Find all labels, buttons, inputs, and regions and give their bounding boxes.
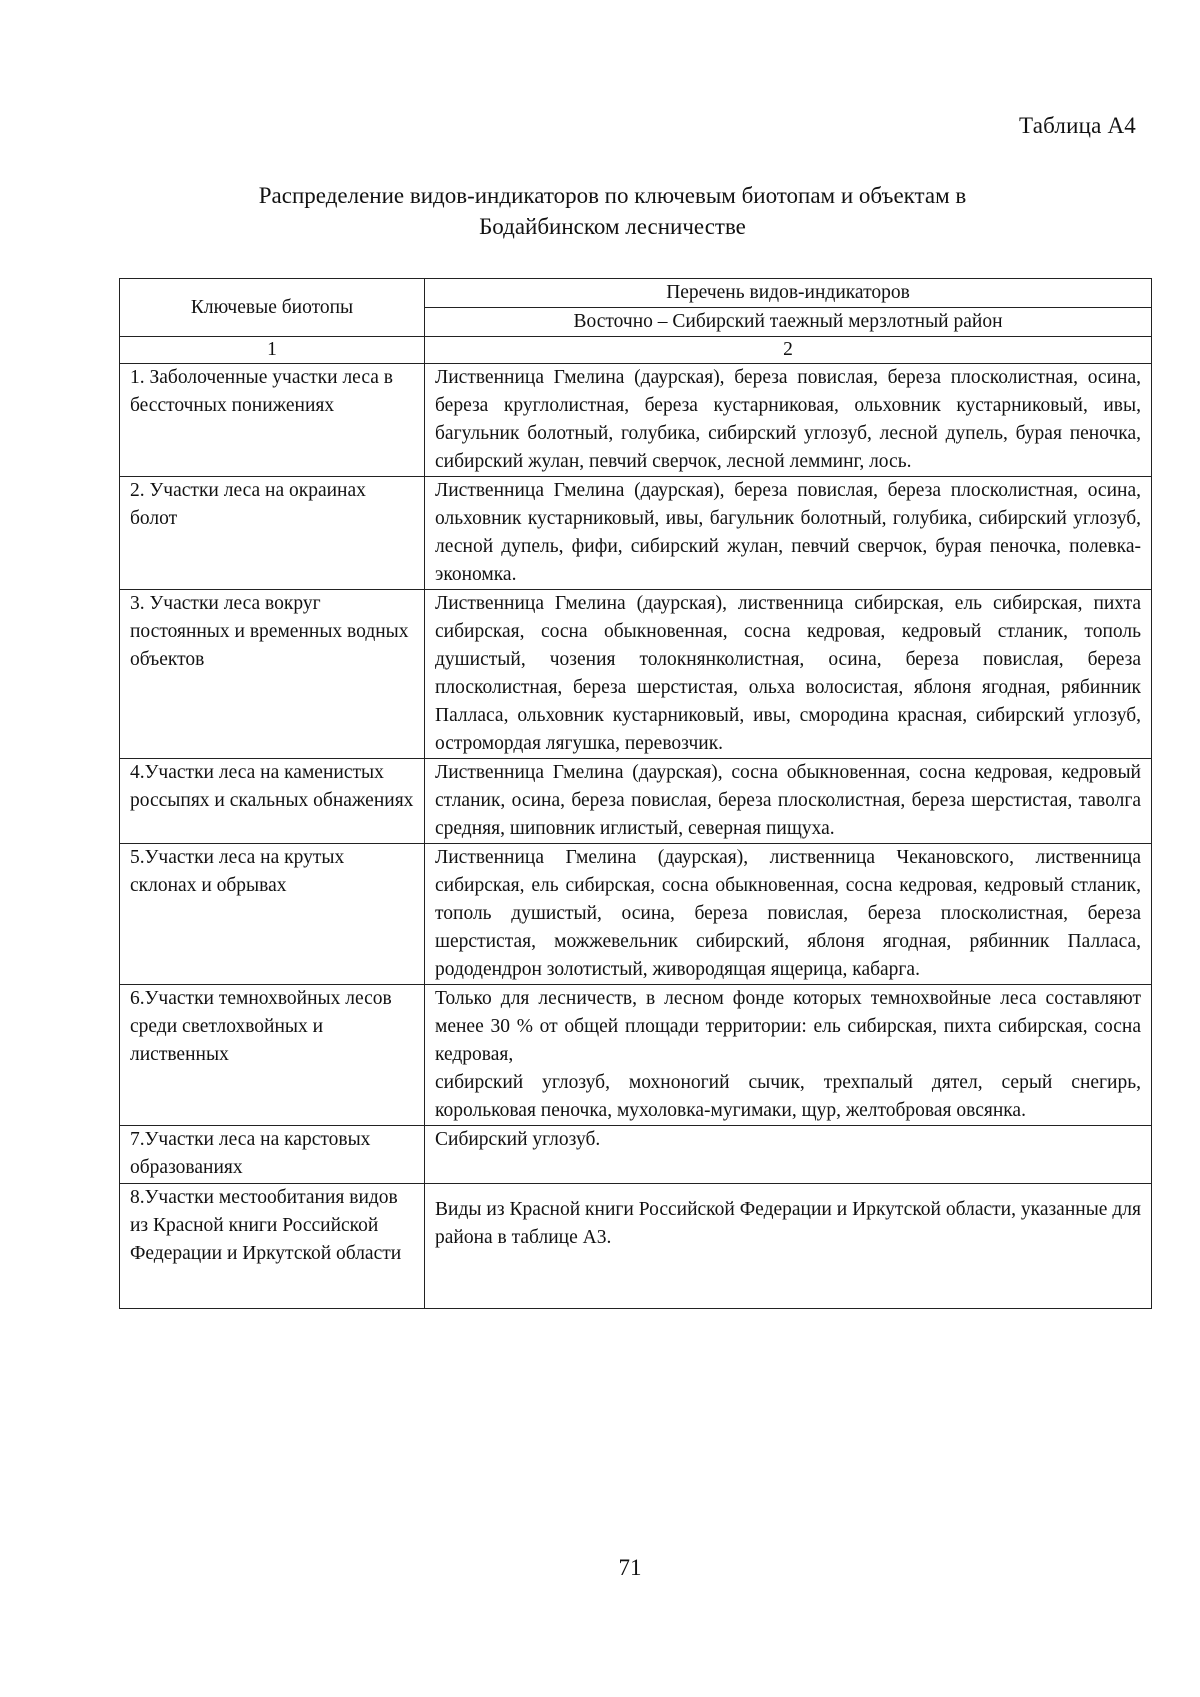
biotope-cell: 7.Участки леса на карстовых образованиях	[120, 1126, 425, 1184]
header-species-list: Перечень видов-индикаторов	[425, 279, 1152, 308]
table-row	[120, 844, 1152, 985]
header-region: Восточно – Сибирский таежный мерзлотный район	[425, 308, 1152, 337]
biotope-cell: 5.Участки леса на крутых склонах и обрывах	[120, 844, 425, 985]
document-title	[150, 180, 1075, 242]
species-cell: Виды из Красной книги Российской Федерации и Иркутской области, указанные для района в таблице А3.	[425, 1184, 1152, 1309]
biotope-cell: 3. Участки леса вокруг постоянных и временных водных объектов	[120, 590, 425, 759]
table-label: Таблица А4	[1019, 113, 1136, 138]
species-cell	[425, 985, 1152, 1126]
table-row	[120, 759, 1152, 844]
species-cell: Сибирский углозуб.	[425, 1126, 1152, 1184]
table-row	[120, 364, 1152, 477]
header-key-biotopes: Ключевые биотопы	[120, 279, 425, 337]
table-row	[120, 1126, 1152, 1184]
column-number-1: 1	[120, 337, 425, 364]
title-line-1: Распределение видов-индикаторов по ключевым биотопам и объектам в	[258, 183, 967, 208]
species-cell: Лиственница Гмелина (даурская), лиственница Чекановского, лиственница сибирская, ель сибирская, сосна обыкновенная, сосна кедровая, кедровый стланик, тополь душистый, осина, береза повислая, береза плосколистная, береза шерстистая, можжевельник сибирский, яблоня ягодная, рябинник Палласа, рододендрон золотистый, живородящая ящерица, кабарга.	[425, 844, 1152, 985]
species-text-part-1: Только для лесничеств, в лесном фонде которых темнохвойные леса составляют менее 30 % от общей площади территории: ель сибирская, пихта сибирская, сосна кедровая,	[435, 988, 1141, 1065]
page-number: 71	[618, 1555, 642, 1580]
column-number-2: 2	[425, 337, 1152, 364]
table-row	[120, 590, 1152, 759]
column-number-row	[120, 337, 1152, 364]
species-cell: Лиственница Гмелина (даурская), береза повислая, береза плосколистная, осина, береза круглолистная, береза кустарниковая, ольховник кустарниковый, ивы, багульник болотный, голубика, сибирский углозуб, лесной дупель, бурая пеночка, сибирский жулан, певчий сверчок, лесной лемминг, лось.	[425, 364, 1152, 477]
table-row	[120, 477, 1152, 590]
biotope-cell: 2. Участки леса на окраинах болот	[120, 477, 425, 590]
biotope-cell: 4.Участки леса на каменистых россыпях и скальных обнажениях	[120, 759, 425, 844]
species-cell: Лиственница Гмелина (даурская), береза повислая, береза плосколистная, осина, ольховник кустарниковый, ивы, багульник болотный, голубика, сибирский углозуб, лесной дупель, фифи, сибирский жулан, певчий сверчок, бурая пеночка, полевка-экономка.	[425, 477, 1152, 590]
biotope-cell: 1. Заболоченные участки леса в бессточных понижениях	[120, 364, 425, 477]
biotope-species-table	[119, 278, 1152, 1309]
species-cell: Лиственница Гмелина (даурская), лиственница сибирская, ель сибирская, пихта сибирская, сосна обыкновенная, сосна кедровая, кедровый стланик, тополь душистый, чозения толокнянколистная, осина, береза повислая, береза плосколистная, береза шерстистая, ольха волосистая, яблоня ягодная, рябинник Палласа, ольховник кустарниковый, ивы, смородина красная, сибирский углозуб, остромордая лягушка, перевозчик.	[425, 590, 1152, 759]
biotope-cell: 6.Участки темнохвойных лесов среди светлохвойных и лиственных	[120, 985, 425, 1126]
title-line-2: Бодайбинском лесничестве	[479, 214, 746, 239]
species-cell: Лиственница Гмелина (даурская), сосна обыкновенная, сосна кедровая, кедровый стланик, осина, береза повислая, береза плосколистная, береза шерстистая, таволга средняя, шиповник иглистый, северная пищуха.	[425, 759, 1152, 844]
table-row	[120, 985, 1152, 1126]
table-header-row	[120, 279, 1152, 308]
species-text-part-2: сибирский углозуб, мохноногий сычик, трехпалый дятел, серый снегирь, корольковая пеночка, мухоловка-мугимаки, щур, желтобровая овсянка.	[435, 1072, 1141, 1121]
biotope-cell: 8.Участки местообитания видов из Красной книги Российской Федерации и Иркутской области	[120, 1184, 425, 1309]
table-row	[120, 1184, 1152, 1309]
